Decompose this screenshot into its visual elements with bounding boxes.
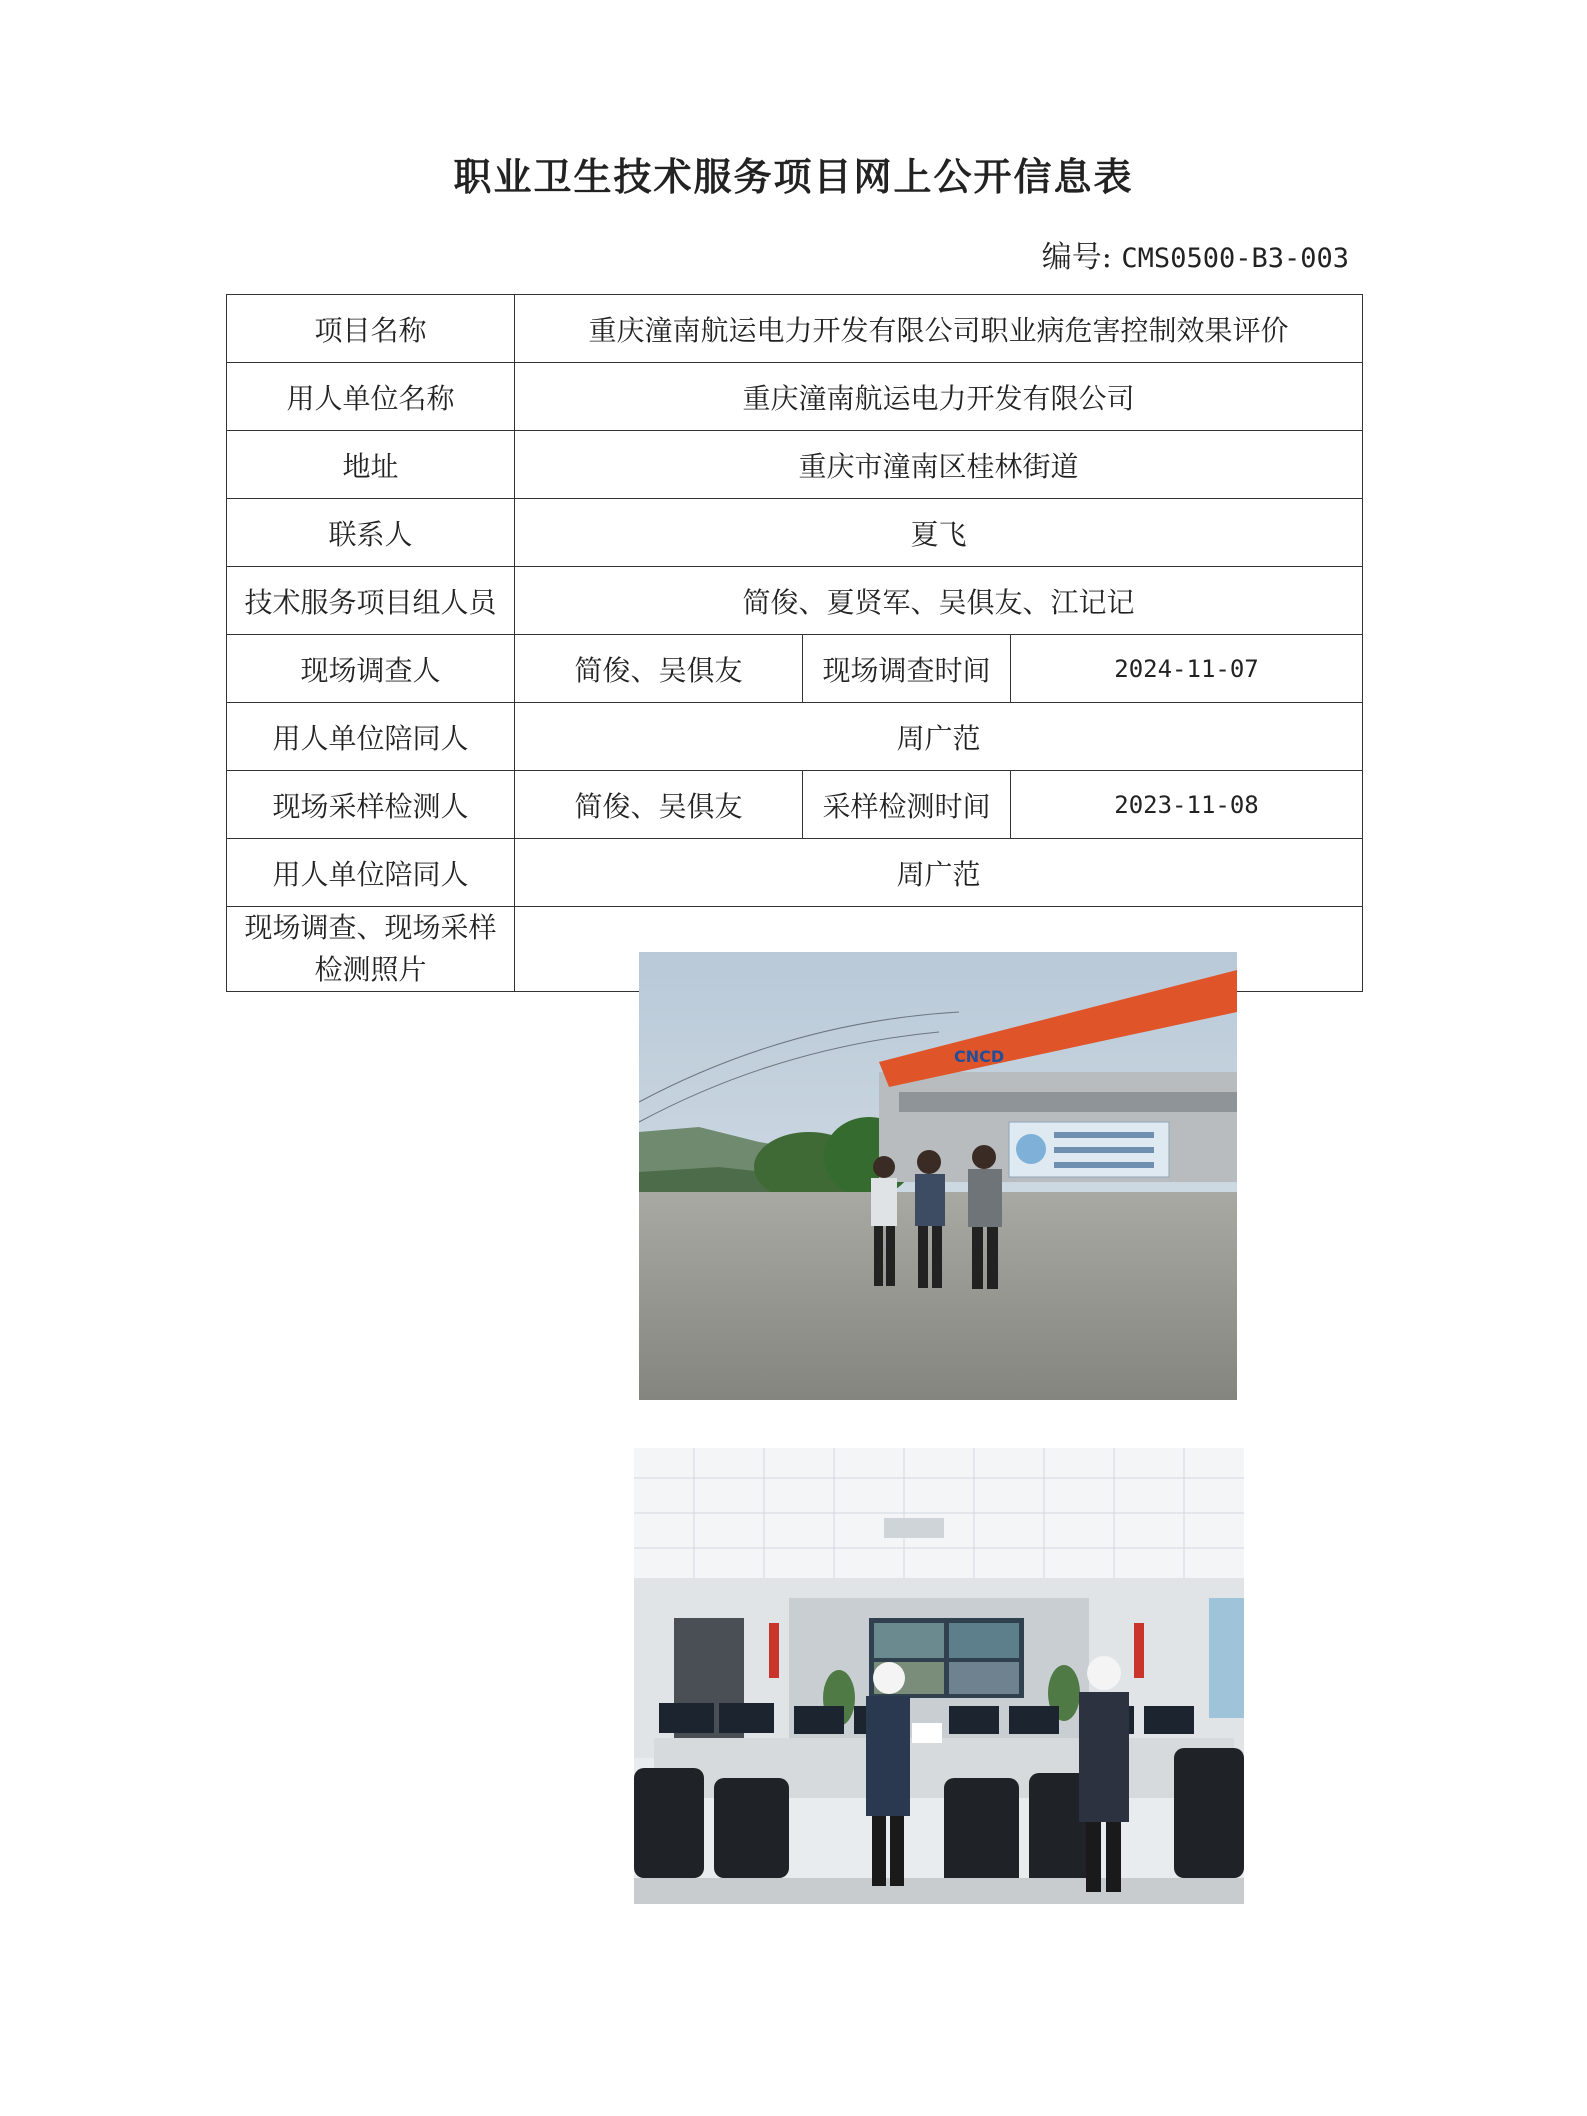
document-number-label: 编号: bbox=[1041, 240, 1112, 275]
contact-value: 夏飞 bbox=[515, 499, 1363, 567]
sampling-time-label: 采样检测时间 bbox=[803, 771, 1011, 839]
table-row bbox=[227, 635, 1363, 703]
page-title: 职业卫生技术服务项目网上公开信息表 bbox=[453, 154, 1134, 199]
survey-person-label: 现场调查人 bbox=[227, 635, 515, 703]
team-value: 简俊、夏贤军、吴俱友、江记记 bbox=[515, 567, 1363, 635]
photos-cell bbox=[515, 907, 1363, 1066]
info-table bbox=[226, 294, 1363, 1066]
table-row bbox=[227, 567, 1363, 635]
table-row bbox=[227, 703, 1363, 771]
control-room-photo bbox=[634, 1448, 1244, 1904]
survey-time-label: 现场调查时间 bbox=[803, 635, 1011, 703]
address-value: 重庆市潼南区桂林街道 bbox=[515, 431, 1363, 499]
table-row bbox=[227, 907, 1363, 992]
table-row bbox=[227, 771, 1363, 839]
survey-time-value: 2024-11-07 bbox=[1011, 635, 1363, 703]
photos-label bbox=[227, 907, 515, 992]
outdoor-survey-photo bbox=[639, 952, 1237, 1400]
sampling-time-value: 2023-11-08 bbox=[1011, 771, 1363, 839]
photos-label-line2: 检测照片 bbox=[314, 953, 427, 986]
contact-label: 联系人 bbox=[227, 499, 515, 567]
address-label: 地址 bbox=[227, 431, 515, 499]
sampling-person-label: 现场采样检测人 bbox=[227, 771, 515, 839]
table-row bbox=[227, 431, 1363, 499]
control-room-photo-drawing bbox=[634, 1448, 1244, 1904]
survey-escort-label: 用人单位陪同人 bbox=[227, 703, 515, 771]
document-number bbox=[1042, 232, 1349, 276]
table-row bbox=[227, 499, 1363, 567]
project-name-value: 重庆潼南航运电力开发有限公司职业病危害控制效果评价 bbox=[515, 295, 1363, 363]
sampling-escort-label: 用人单位陪同人 bbox=[227, 839, 515, 907]
table-row bbox=[227, 363, 1363, 431]
team-label: 技术服务项目组人员 bbox=[227, 567, 515, 635]
employer-value: 重庆潼南航运电力开发有限公司 bbox=[515, 363, 1363, 431]
photos-label-line1: 现场调查、现场采样 bbox=[244, 911, 497, 944]
table-row bbox=[227, 839, 1363, 907]
survey-person-value: 简俊、吴俱友 bbox=[515, 635, 803, 703]
survey-escort-value: 周广范 bbox=[515, 703, 1363, 771]
table-row bbox=[227, 295, 1363, 363]
sampling-escort-value: 周广范 bbox=[515, 839, 1363, 907]
document-number-value: CMS0500-B3-003 bbox=[1121, 243, 1349, 274]
sampling-person-value: 简俊、吴俱友 bbox=[515, 771, 803, 839]
building-sign: CNCD bbox=[954, 1047, 1005, 1066]
employer-label: 用人单位名称 bbox=[227, 363, 515, 431]
outdoor-photo-drawing bbox=[639, 952, 1237, 1400]
project-name-label: 项目名称 bbox=[227, 295, 515, 363]
